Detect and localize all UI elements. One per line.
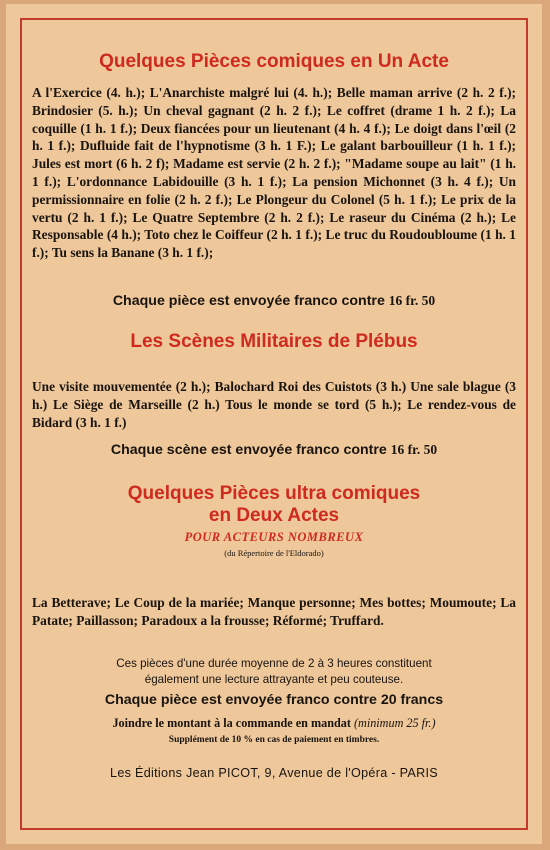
section3-play-list: La Betterave; Le Coup de la mariée; Manque personne; Mes bottes; Moumoute; La Patate; Paillasson; Paradoux a la frousse; Réformé; Truffard.	[32, 595, 516, 628]
section3-order	[32, 716, 516, 731]
page-content	[32, 20, 516, 828]
section3-order-min: (minimum 25 fr.)	[353, 716, 436, 730]
red-border-frame	[20, 18, 528, 830]
section1-title: Quelques Pièces comiques en Un Acte	[99, 51, 449, 72]
section1-price	[32, 293, 516, 309]
publisher-footer: Les Éditions Jean PICOT, 9, Avenue de l'Opéra - PARIS	[110, 766, 438, 780]
section1-play-list: A l'Exercice (4. h.); L'Anarchiste malgré lui (4. h.); Belle maman arrive (2 h. 2 f.); Brindosier (5. h.); Un cheval gagnant (2 h. 2 f.); Le coffret (drame 1 h. 2 f.); La coquille (1 h. 1 f.); Deux fiancées pour un lieutenant (4 h. 4 f.); Le doigt dans l'œil (2 h. 1 f.); Dufluide fait de l'hypnotisme (3 h. 1 F.); Le galant barbouilleur (1 h. 1 f.); Jules est mort (6 h. 2 f); Madame est servie (2 h. 2 f.); "Madame soupe au lait" (1 h. 1 f.); L'ordonnance Labidouille (3 h. 1 f.); La pension Michonnet (3 h. 4 f.); Un permissionnaire en folie (2 h. 2 f.); Le Plongeur du Colonel (5 h. 1 f.); Le prix de la vertu (2 h. 1 f.); Le Quatre Septembre (2 h. 2 f.); Le raseur du Cinéma (2 h.); Le Responsable (4 h.); Toto chez le Coiffeur (2 h. 1 f.); Le truc du Roudoubloume (1 h. 1 f.); Tu sens la Banane (3 h. 1 f.);	[32, 85, 516, 261]
section3-title-line1: Quelques Pièces ultra comiques	[127, 483, 421, 504]
section2-price-amount: 16 fr. 50	[390, 442, 438, 457]
section3-subtitle: POUR ACTEURS NOMBREUX	[184, 530, 364, 544]
section2-price-text: Chaque scène est envoyée franco contre	[110, 442, 387, 458]
section2-title: Les Scènes Militaires de Plébus	[130, 331, 418, 352]
section3-note-line1: Ces pièces d'une durée moyenne de 2 à 3 heures constituent	[116, 657, 432, 670]
page	[6, 4, 542, 844]
section3-note-line2: également une lecture attrayante et peu couteuse.	[144, 673, 404, 686]
section2-scene-list: Une visite mouvementée (2 h.); Balochard Roi des Cuistots (3 h.) Une sale blague (3 h.) Le Siège de Marseille (2 h.) Tous le monde se tord (5 h.); Le rendez-vous de Bidard (3 h. 1 f.)	[32, 379, 516, 430]
section1-price-text: Chaque pièce est envoyée franco contre	[112, 293, 385, 309]
section3-price: Chaque pièce est envoyée franco contre 20 francs	[104, 692, 444, 708]
section3-title-line2: en Deux Actes	[208, 505, 340, 526]
section3-supplement: Supplément de 10 % en cas de paiement en timbres.	[168, 735, 380, 745]
section3-source: (du Répertoire de l'Eldorado)	[224, 548, 324, 558]
section1-price-amount: 16 fr. 50	[388, 293, 436, 308]
section3-order-text: Joindre le montant à la commande en mandat	[112, 716, 351, 730]
section2-price	[32, 442, 516, 458]
